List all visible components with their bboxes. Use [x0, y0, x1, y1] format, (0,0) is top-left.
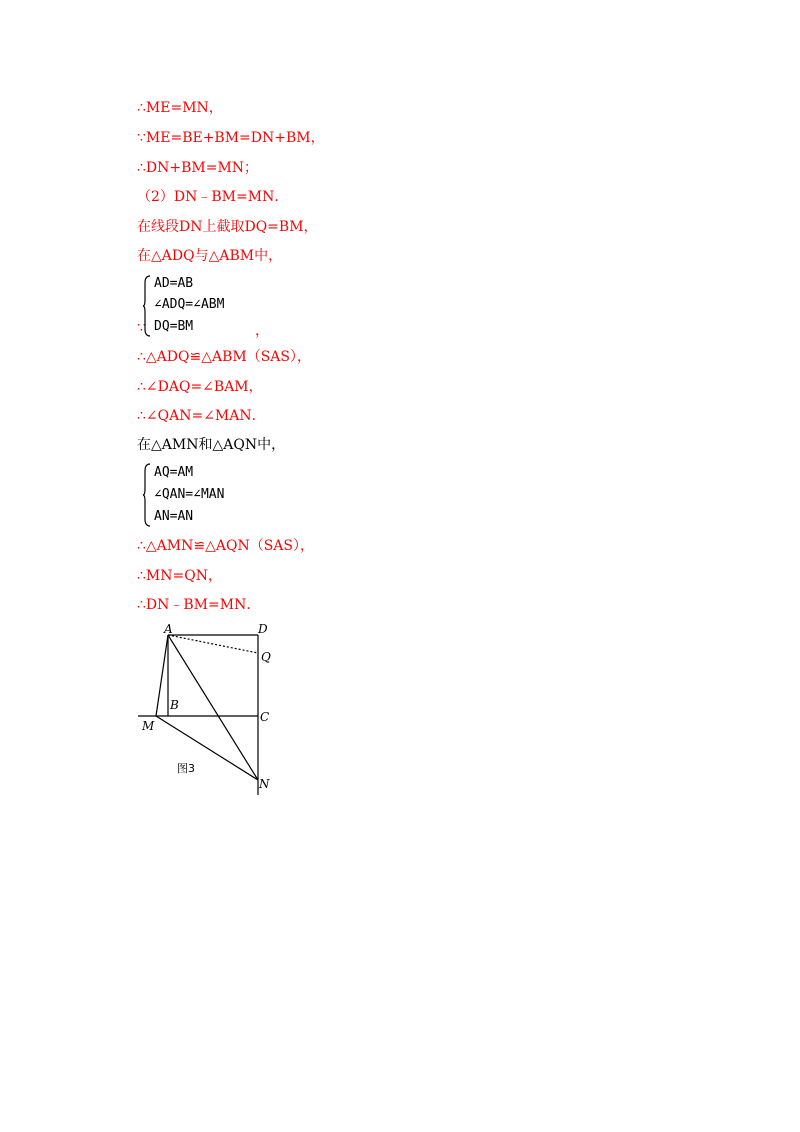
proof-line-2: ∵ME=BE+BM=DN+BM， [137, 130, 325, 146]
segment-am [156, 635, 168, 716]
system1-comma: ， [255, 323, 269, 339]
proof-line-9: ∴∠QAN=∠MAN． [137, 408, 266, 424]
proof-line-5: 在线段DN上截取DQ=BM， [137, 219, 318, 235]
segment-mn [156, 716, 258, 780]
label-d: D [258, 622, 268, 636]
left-brace-icon [143, 463, 151, 527]
proof-line-6: 在△ADQ与△ABM中， [137, 248, 283, 264]
label-q: Q [261, 650, 271, 664]
segment-an [168, 635, 258, 780]
segment-aq [168, 635, 258, 653]
geometry-figure [130, 620, 290, 800]
label-a: A [164, 622, 173, 636]
system1-row-3: DQ=BM [154, 319, 194, 334]
label-m: M [142, 719, 155, 733]
system2-row-2: ∠QAN=∠MAN [154, 487, 225, 502]
system1-row-1: AD=AB [154, 276, 194, 291]
proof-line-4: （2）DN﹣BM=MN． [137, 189, 289, 205]
system2-row-1: AQ=AM [154, 465, 194, 480]
proof-line-3: ∴DN+BM=MN； [137, 160, 259, 176]
proof-line-8: ∴∠DAQ=∠BAM， [137, 379, 263, 395]
because-symbol: ∵ [137, 320, 146, 336]
label-n: N [259, 777, 270, 791]
proof-line-11: ∴△AMN≌△AQN（SAS）， [137, 538, 314, 554]
system2-row-3: AN=AN [154, 509, 194, 524]
system1-row-2: ∠ADQ=∠ABM [154, 297, 225, 312]
figure-caption: 图3 [177, 762, 195, 775]
proof-line-7: ∴△ADQ≌△ABM（SAS）， [137, 349, 312, 365]
proof-line-13: ∴DN﹣BM=MN． [137, 597, 261, 613]
proof-line-10: 在△AMN和△AQN中， [137, 437, 286, 453]
label-c: C [260, 710, 270, 724]
label-b: B [170, 698, 179, 712]
proof-line-12: ∴MN=QN， [137, 568, 222, 584]
proof-line-1: ∴ME=MN， [137, 100, 223, 116]
left-brace-icon [143, 275, 151, 337]
equation-system-2 [143, 463, 283, 527]
